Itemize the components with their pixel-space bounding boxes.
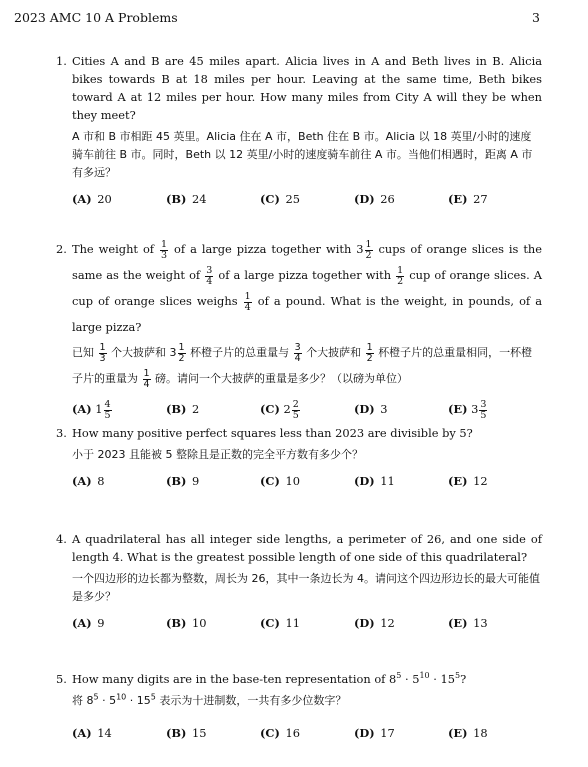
fraction: $\frac{1}{4}$ <box>143 368 150 390</box>
problem-5 <box>56 670 542 746</box>
problem-number: 4. <box>56 532 67 546</box>
answer-choices <box>72 396 542 424</box>
answer-choices <box>72 190 542 212</box>
answer-choice-b: (B) 2 <box>166 402 200 416</box>
answer-choice-d: (D) 17 <box>354 726 395 740</box>
answer-choice-b: (B) 24 <box>166 192 207 206</box>
answer-choice-b: (B) 10 <box>166 616 207 630</box>
answer-choice-c: (C) 25 <box>260 192 300 206</box>
answer-choice-e: (E) 13 <box>448 616 488 630</box>
answer-choice-b: (B) 15 <box>166 726 207 740</box>
problem-text-zh: 小于 2023 且能被 5 整除且是正数的完全平方数有多少个？ <box>72 448 363 461</box>
problem-text-zh: A 市和 B 市相距 45 英里。Alicia 住在 A 市，Beth 住在 B 市。Alicia 以 18 英里/小时的速度骑车前往 B 市。同时，Beth 以 12 英里/小时的速度骑车前往 A 市。当他们相遇时，距离 A 市有多远？ <box>72 130 533 179</box>
answer-choice-d: (D) 26 <box>354 192 395 206</box>
fraction: $\frac{1}{3}$ <box>161 239 168 261</box>
answer-choice-d: (D) 12 <box>354 616 395 630</box>
answer-choice-a: (A) 9 <box>72 616 105 630</box>
fraction: $\frac{3}{4}$ <box>206 265 213 287</box>
answer-choice-e: (E) 27 <box>448 192 488 206</box>
problem-text-en: Cities A and B are 45 miles apart. Alicia lives in A and Beth lives in B. Alicia bikes towards B at 18 miles per hour. Leaving at the same time, Beth bikes toward A at 12 miles per hour. How many miles from City A will they be when they meet? <box>72 54 542 122</box>
document-title: 2023 AMC 10 A Problems <box>14 10 178 25</box>
answer-choice-b: (B) 9 <box>166 474 200 488</box>
answer-choice-d: (D) 11 <box>354 474 395 488</box>
fraction: $\frac{1}{2}$ <box>397 265 404 287</box>
answer-choice-e: (E) 12 <box>448 474 488 488</box>
problem-text-zh: 将 $8^5 \cdot 5^{10} \cdot 15^5$ 表示为十进制数，一共有多少位数字？ <box>72 692 347 707</box>
answer-choice-a: (A) 20 <box>72 192 112 206</box>
problem-text-en: How many positive perfect squares less than 2023 are divisible by 5? <box>72 426 473 440</box>
problem-2 <box>56 236 542 424</box>
page-header <box>14 10 540 28</box>
problem-number: 5. <box>56 672 67 686</box>
fraction: $\frac{1}{4}$ <box>244 291 251 313</box>
answer-choice-a: (A) 1 $\frac{4}{5}$ <box>72 399 111 421</box>
problem-1 <box>56 52 542 212</box>
fraction: $\frac{1}{2}$ <box>365 239 372 261</box>
fraction: $\frac{3}{4}$ <box>294 342 301 364</box>
page-number: 3 <box>532 10 540 25</box>
problem-number: 2. <box>56 242 67 256</box>
problem-text-en: The weight of $\frac{1}{3}$ of a large pizza together with 3 $\frac{1}{2}$ cups of orange slices is the same as the weight of $\frac{3}{4}$ of a large pizza together with $\frac{1}{2}$ cup of orange slices. A cup of orange slices weighs $\frac{1}{4}$ of a pound. What is the weight, in pounds, of a large pizza? <box>72 239 543 334</box>
fraction: $\frac{1}{2}$ <box>178 342 185 364</box>
answer-choices <box>72 614 542 636</box>
problem-number: 3. <box>56 426 67 440</box>
problem-number: 1. <box>56 54 67 68</box>
answer-choice-a: (A) 8 <box>72 474 105 488</box>
fraction: $\frac{1}{3}$ <box>99 342 106 364</box>
answer-choices <box>72 472 542 494</box>
problem-4 <box>56 530 542 636</box>
answer-choices <box>72 724 542 746</box>
answer-choice-c: (C) 2 $\frac{2}{5}$ <box>260 399 299 421</box>
answer-choice-c: (C) 11 <box>260 616 300 630</box>
answer-choice-e: (E) 3 $\frac{3}{5}$ <box>448 399 487 421</box>
answer-choice-d: (D) 3 <box>354 402 388 416</box>
answer-choice-e: (E) 18 <box>448 726 488 740</box>
problem-3 <box>56 424 542 494</box>
fraction: $\frac{1}{2}$ <box>366 342 373 364</box>
problem-text-en: A quadrilateral has all integer side lengths, a perimeter of 26, and one side of length 4. What is the greatest possible length of one side of this quadrilateral? <box>72 532 542 564</box>
answer-choice-c: (C) 16 <box>260 726 300 740</box>
answer-choice-c: (C) 10 <box>260 474 300 488</box>
problem-text-zh: 已知 $\frac{1}{3}$ 个大披萨和 3 $\frac{1}{2}$ 杯橙子片的总重量与 $\frac{3}{4}$ 个大披萨和 $\frac{1}{2}$ 杯橙子片的总重量相同，一杯橙子片的重量为 $\frac{1}{4}$ 磅。请问一个大披萨的重量是多少？（以磅为单位） <box>72 342 533 390</box>
answer-choice-a: (A) 14 <box>72 726 112 740</box>
problem-text-en: How many digits are in the base-ten representation of $8^5 \cdot 5^{10} \cdot 15^5$? <box>72 671 467 686</box>
problem-text-zh: 一个四边形的边长都为整数，周长为 26，其中一条边长为 4。请问这个四边形边长的最大可能值是多少？ <box>72 572 540 603</box>
